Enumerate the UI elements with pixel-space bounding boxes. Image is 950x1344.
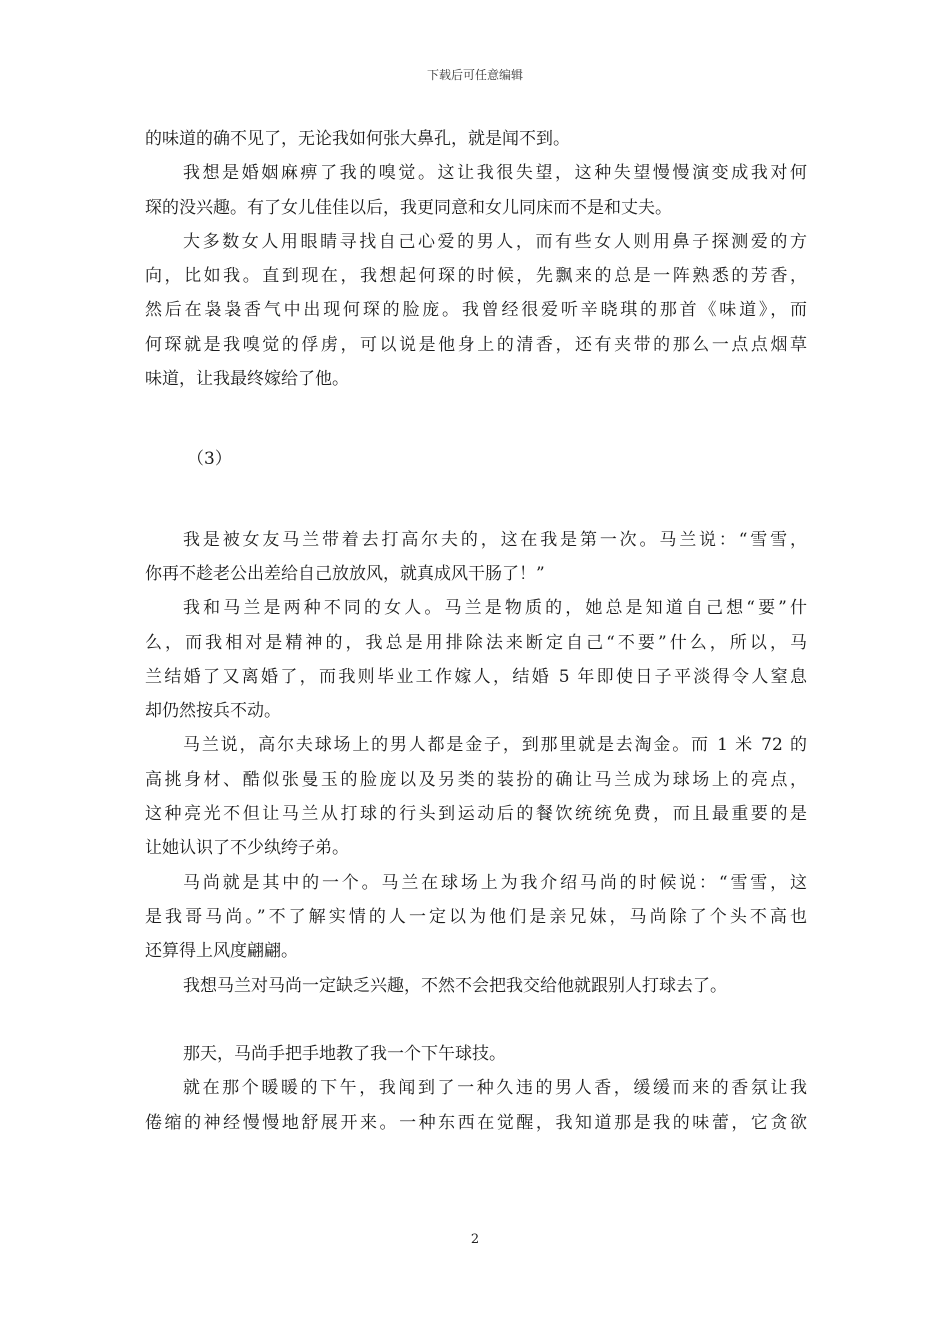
document-body — [145, 122, 807, 1140]
text-line: 你再不趁老公出差给自己放放风，就真成风干肠了！” — [145, 563, 545, 584]
text-line: 我想马兰对马尚一定缺乏兴趣，不然不会把我交给他就跟别人打球去了。 — [183, 975, 727, 996]
text-line: 就在那个暖暖的下午，我闻到了一种久违的男人香，缓缓而来的香氛让我 — [183, 1078, 807, 1099]
text-line: 却仍然按兵不动。 — [145, 701, 281, 722]
text-line: 马兰说，高尔夫球场上的男人都是金子，到那里就是去淘金。而 1 米 72 的 — [183, 735, 807, 756]
page-header: 下载后可任意编辑 — [426, 68, 523, 82]
text-line: 大多数女人用眼睛寻找自己心爱的男人，而有些女人则用鼻子探测爱的方 — [183, 231, 807, 252]
text-line: 高挑身材、酷似张曼玉的脸庞以及另类的装扮的确让马兰成为球场上的亮点， — [145, 769, 807, 790]
text-line: 味道，让我最终嫁给了他。 — [145, 369, 349, 390]
text-line: 我是被女友马兰带着去打高尔夫的，这在我是第一次。马兰说：“雪雪， — [183, 529, 807, 550]
text-line: 倦缩的神经慢慢地舒展开来。一种东西在觉醒，我知道那是我的味蕾，它贪欲 — [145, 1112, 807, 1133]
section-heading: （3） — [187, 449, 232, 470]
text-line: 何琛就是我嗅觉的俘虏，可以说是他身上的清香，还有夹带的那么一点点烟草 — [145, 334, 807, 355]
spacer — [145, 396, 807, 442]
text-line: 的味道的确不见了，无论我如何张大鼻孔，就是闻不到。 — [145, 129, 570, 149]
text-line: 我和马兰是两种不同的女人。马兰是物质的，她总是知道自己想“要”什 — [183, 598, 807, 619]
text-line: 么，而我相对是精神的，我总是用排除法来断定自己“不要”什么，所以，马 — [145, 632, 807, 653]
text-line: 还算得上风度翩翩。 — [145, 941, 298, 962]
text-line: 兰结婚了又离婚了，而我则毕业工作嫁人，结婚 5 年即使日子平淡得令人窒息 — [145, 666, 807, 687]
text-line: 那天，马尚手把手地教了我一个下午球技。 — [183, 1044, 506, 1065]
text-line: 向，比如我。直到现在，我想起何琛的时候，先飘来的总是一阵熟悉的芳香， — [145, 266, 807, 287]
text-line: 是我哥马尚。”不了解实情的人一定以为他们是亲兄妹，马尚除了个头不高也 — [145, 906, 807, 927]
spacer — [145, 1003, 807, 1037]
text-line: 马尚就是其中的一个。马兰在球场上为我介绍马尚的时候说：“雪雪，这 — [183, 872, 807, 893]
text-line: 让她认识了不少纨绔子弟。 — [145, 838, 349, 859]
spacer — [145, 477, 807, 523]
text-line: 然后在袅袅香气中出现何琛的脸庞。我曾经很爱听辛晓琪的那首《味道》，而 — [145, 300, 807, 321]
text-line: 我想是婚姻麻痹了我的嗅觉。这让我很失望，这种失望慢慢演变成我对何 — [183, 163, 807, 184]
page-number: 2 — [470, 1232, 480, 1247]
text-line: 琛的没兴趣。有了女儿佳佳以后，我更同意和女儿同床而不是和丈夫。 — [145, 197, 672, 218]
text-line: 这种亮光不但让马兰从打球的行头到运动后的餐饮统统免费，而且最重要的是 — [145, 804, 807, 825]
